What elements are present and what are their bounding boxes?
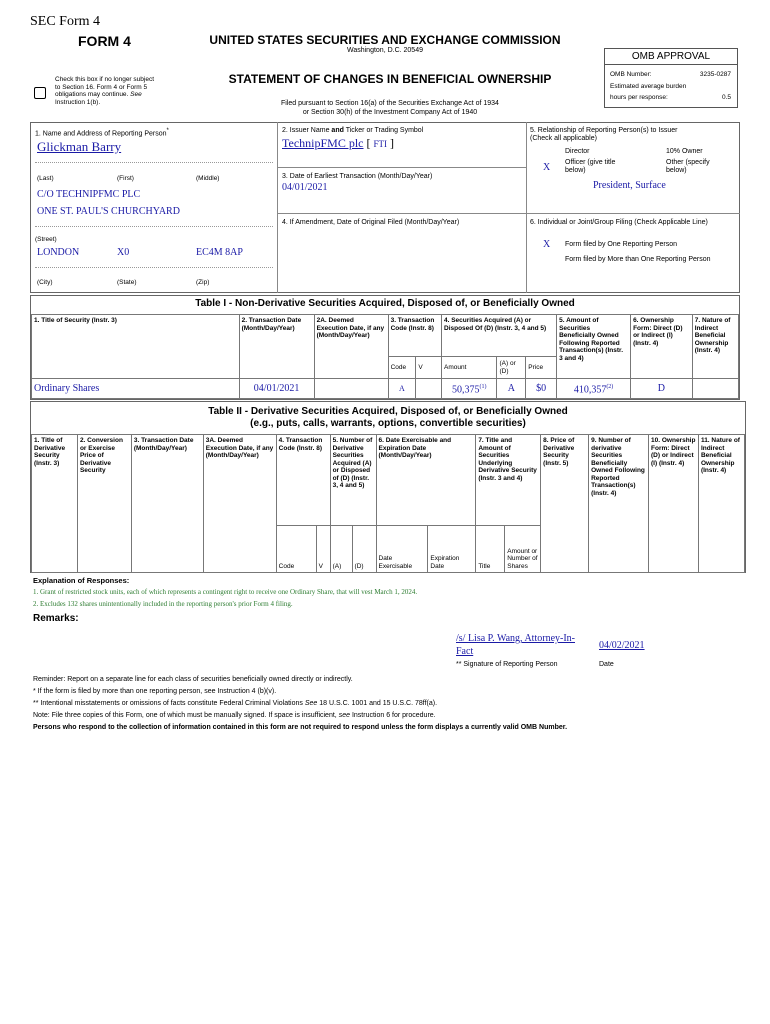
remarks-heading: Remarks: bbox=[33, 613, 79, 624]
table-2-title bbox=[30, 406, 746, 430]
t2-header-owned: 9. Number of derivative Securities Beneficially Owned Following Reported Transaction(s) (Instr. 4) bbox=[589, 435, 649, 573]
filed-pursuant bbox=[190, 99, 590, 117]
reporting-person-name[interactable]: Glickman Barry bbox=[37, 139, 122, 154]
signature-name-line1: /s/ Lisa P. Wang, Attorney-In- bbox=[456, 633, 575, 644]
omb-approval-box bbox=[604, 48, 738, 108]
note-misstatements-pre: ** Intentional misstatements or omissions of facts constitute Federal Criminal Violations bbox=[33, 700, 303, 707]
t1-row-v bbox=[416, 379, 442, 399]
earliest-transaction-date: 04/01/2021 bbox=[282, 182, 328, 193]
street-label: (Street) bbox=[35, 236, 57, 243]
t1-header-nature: 7. Nature of Indirect Beneficial Ownership (Instr. 4) bbox=[692, 315, 738, 379]
t1-sub-aord: (A) or (D) bbox=[497, 357, 526, 379]
one-person-option: Form filed by One Reporting Person bbox=[565, 241, 678, 248]
box1-asterisk: * bbox=[166, 128, 169, 134]
officer-check-mark: X bbox=[543, 162, 551, 173]
t2-header-price: 8. Price of Derivative Security (Instr. 5) bbox=[541, 435, 589, 573]
omb-number-value: 3235-0287 bbox=[699, 71, 731, 78]
commission-location: Washington, D.C. 20549 bbox=[346, 47, 423, 54]
address-line1: C/O TECHNIPFMC PLC bbox=[37, 189, 141, 200]
form-title: FORM 4 bbox=[78, 33, 131, 49]
city-value: LONDON bbox=[37, 247, 80, 258]
omb-burden-label-1: Estimated average burden bbox=[610, 83, 687, 90]
date-label: Date bbox=[599, 661, 614, 668]
bracket-close: ] bbox=[390, 136, 394, 150]
t2-header-form: 10. Ownership Form: Direct (D) or Indirect (I) (Instr. 4) bbox=[649, 435, 699, 573]
t2-sub-d: (D) bbox=[352, 526, 376, 573]
t1-header-code: 3. Transaction Code (Instr. 8) bbox=[388, 315, 441, 357]
box5-label-line2: (Check all applicable) bbox=[530, 135, 597, 142]
table-2-title-line1: Table II - Derivative Securities Acquired, Disposed of, or Beneficially Owned bbox=[208, 406, 568, 417]
t1-header-owned: 5. Amount of Securities Beneficially Owned Following Reported Transaction(s) (Instr. 3 and 4) bbox=[557, 315, 631, 379]
t2-sub-code: Code bbox=[276, 526, 316, 573]
first-label: (First) bbox=[117, 175, 134, 182]
checkbox-text-line1: Check this box if no longer subject bbox=[55, 76, 154, 83]
signature-label: ** Signature of Reporting Person bbox=[456, 661, 558, 668]
t2-header-conversion: 2. Conversion or Exercise Price of Derivative Security bbox=[77, 435, 131, 573]
t2-header-title: 1. Title of Derivative Security (Instr. 3) bbox=[32, 435, 78, 573]
statement-title: STATEMENT OF CHANGES IN BENEFICIAL OWNERSHIP bbox=[228, 72, 552, 86]
director-option: Director bbox=[565, 148, 590, 155]
city-label: (City) bbox=[37, 279, 53, 286]
box2-label-post: Ticker or Trading Symbol bbox=[345, 127, 424, 134]
signature-date: 04/02/2021 bbox=[599, 640, 645, 651]
state-value: X0 bbox=[117, 247, 130, 258]
table-row bbox=[32, 379, 739, 399]
note-copies-post: Instruction 6 for procedure. bbox=[351, 712, 436, 719]
box4-label: 4. If Amendment, Date of Original Filed (Month/Day/Year) bbox=[282, 219, 460, 226]
t2-sub-v: V bbox=[316, 526, 330, 573]
t2-sub-title: Title bbox=[476, 526, 505, 573]
t1-header-date: 2. Transaction Date (Month/Day/Year) bbox=[239, 315, 314, 379]
checkbox-text-line2: to Section 16. Form 4 or Form 5 bbox=[55, 83, 148, 91]
t2-header-code: 4. Transaction Code (Instr. 8) bbox=[276, 435, 330, 526]
issuer-name[interactable]: TechnipFMC plc bbox=[282, 136, 364, 150]
issuer-row bbox=[282, 136, 394, 151]
t2-header-number: 5. Number of Derivative Securities Acquired (A) or Disposed of (D) (Instr. 3, 4 and 5) bbox=[330, 435, 376, 526]
t1-sub-code: Code bbox=[388, 357, 416, 379]
filed-pursuant-line2: or Section 30(h) of the Investment Company Act of 1940 bbox=[302, 109, 478, 116]
note-misstatements bbox=[33, 698, 753, 710]
ten-pct-owner-option: 10% Owner bbox=[666, 148, 703, 155]
omb-number-label: OMB Number: bbox=[610, 71, 652, 78]
officer-title: President, Surface bbox=[593, 180, 666, 191]
t1-sub-amount: Amount bbox=[442, 357, 497, 379]
t2-header-deemed: 3A. Deemed Execution Date, if any (Month/Day/Year) bbox=[203, 435, 276, 573]
last-label: (Last) bbox=[37, 175, 54, 182]
t2-sub-a: (A) bbox=[330, 526, 352, 573]
t1-row-owned-footnote: (2) bbox=[606, 384, 614, 390]
t2-header-exercisable: 6. Date Exercisable and Expiration Date (Month/Day/Year) bbox=[376, 435, 476, 526]
notes-block bbox=[33, 674, 753, 734]
commission-name: UNITED STATES SECURITIES AND EXCHANGE COMMISSION bbox=[209, 33, 561, 47]
footnote-1: 1. Grant of restricted stock units, each of which represents a contingent right to receive one Ordinary Share, that will vest March 1, 2024. bbox=[33, 588, 418, 596]
zip-label: (Zip) bbox=[196, 279, 210, 286]
t2-sub-exercisable: Date Exercisable bbox=[376, 526, 428, 573]
note-copies-see: see bbox=[338, 712, 350, 719]
no-longer-subject-checkbox[interactable] bbox=[34, 87, 46, 99]
one-person-check-mark: X bbox=[543, 239, 551, 250]
checkbox-text-line3: obligations may continue. bbox=[55, 91, 129, 98]
note-multiple-persons: * If the form is filed by more than one reporting person, see Instruction 4 (b)(v). bbox=[33, 688, 277, 695]
t1-row-date: 04/01/2021 bbox=[239, 379, 314, 399]
t1-sub-price: Price bbox=[526, 357, 557, 379]
more-persons-option: Form filed by More than One Reporting Person bbox=[565, 256, 711, 263]
box6-label: 6. Individual or Joint/Group Filing (Check Applicable Line) bbox=[530, 219, 708, 226]
t1-row-form: D bbox=[631, 379, 693, 399]
t1-row-owned: 410,357 bbox=[573, 384, 607, 396]
t2-header-date: 3. Transaction Date (Month/Day/Year) bbox=[131, 435, 203, 573]
note-misstatements-post: 18 U.S.C. 1001 and 15 U.S.C. 78ff(a). bbox=[319, 700, 438, 707]
box2-label-and: and bbox=[331, 127, 344, 134]
state-label: (State) bbox=[117, 279, 137, 286]
t1-row-nature bbox=[692, 379, 738, 399]
ticker-symbol: FTI bbox=[373, 139, 387, 149]
t1-row-price: $0 bbox=[526, 379, 557, 399]
t2-header-underlying: 7. Title and Amount of Securities Underlying Derivative Security (Instr. 3 and 4) bbox=[476, 435, 541, 526]
box5-label bbox=[530, 127, 677, 143]
footnote-2: 2. Excludes 132 shares unintentionally included in the reporting person's prior Form 4 filing. bbox=[33, 600, 293, 608]
t1-row-amount-cell bbox=[442, 379, 497, 399]
omb-burden-label-2: hours per response: bbox=[610, 94, 668, 101]
box1-label-text: 1. Name and Address of Reporting Person bbox=[35, 130, 167, 138]
t1-header-title: 1. Title of Security (Instr. 3) bbox=[32, 315, 240, 379]
t1-header-deemed: 2A. Deemed Execution Date, if any (Month/Day/Year) bbox=[314, 315, 388, 379]
t1-sub-v: V bbox=[416, 357, 442, 379]
officer-option: Officer (give title below) bbox=[565, 159, 616, 174]
t1-header-form: 6. Ownership Form: Direct (D) or Indirect (I) (Instr. 4) bbox=[631, 315, 693, 379]
note-copies bbox=[33, 710, 753, 722]
box2-label bbox=[282, 127, 423, 134]
zip-value: EC4M 8AP bbox=[196, 247, 243, 258]
t1-row-deemed bbox=[314, 379, 388, 399]
t1-header-acquired: 4. Securities Acquired (A) or Disposed Of (D) (Instr. 3, 4 and 5) bbox=[442, 315, 557, 357]
t2-sub-expiration: Expiration Date bbox=[428, 526, 476, 573]
table-1 bbox=[31, 314, 739, 399]
note-copies-pre: Note: File three copies of this Form, one of which must be manually signed. If space is insufficient, bbox=[33, 712, 337, 719]
table-2 bbox=[31, 434, 745, 573]
explanation-heading: Explanation of Responses: bbox=[33, 576, 130, 585]
t2-header-nature: 11. Nature of Indirect Beneficial Ownership (Instr. 4) bbox=[698, 435, 744, 573]
note-omb-notice: Persons who respond to the collection of information contained in this form are not required to respond unless the form displays a currently valid OMB Number. bbox=[33, 724, 568, 731]
middle-label: (Middle) bbox=[196, 175, 220, 182]
table-2-title-line2: (e.g., puts, calls, warrants, options, convertible securities) bbox=[250, 418, 526, 429]
page-label: SEC Form 4 bbox=[30, 14, 101, 29]
t2-sub-amount: Amount or Number of Shares bbox=[505, 526, 541, 573]
filed-pursuant-line1: Filed pursuant to Section 16(a) of the Securities Exchange Act of 1934 bbox=[281, 100, 499, 107]
checkbox-text-see: See bbox=[130, 91, 142, 98]
box1-label bbox=[35, 128, 169, 138]
note-reminder: Reminder: Report on a separate line for each class of securities beneficially owned directly or indirectly. bbox=[33, 676, 353, 683]
checkbox-instructions bbox=[55, 76, 185, 106]
signature-name[interactable] bbox=[456, 632, 596, 658]
t1-row-amount: 50,375 bbox=[451, 384, 480, 396]
omb-title: OMB APPROVAL bbox=[605, 49, 737, 65]
t1-row-title: Ordinary Shares bbox=[32, 379, 240, 399]
t1-row-aord: A bbox=[497, 379, 526, 399]
checkbox-text-line4: Instruction 1(b). bbox=[55, 98, 101, 106]
address-line2: ONE ST. PAUL'S CHURCHYARD bbox=[37, 206, 180, 217]
other-option: Other (specify below) bbox=[666, 159, 710, 174]
t1-row-code: A bbox=[388, 379, 416, 399]
omb-burden-value: 0.5 bbox=[721, 94, 731, 101]
note-misstatements-see: See bbox=[304, 700, 318, 707]
table-1-title: Table I - Non-Derivative Securities Acquired, Disposed of, or Beneficially Owned bbox=[195, 298, 575, 309]
t1-row-owned-cell bbox=[557, 379, 631, 399]
signature-name-line2: Fact bbox=[456, 646, 474, 657]
box5-label-line1: 5. Relationship of Reporting Person(s) to Issuer bbox=[530, 127, 678, 134]
bracket-open: [ bbox=[366, 136, 371, 150]
t1-row-amount-footnote: (1) bbox=[479, 384, 487, 390]
box3-label: 3. Date of Earliest Transaction (Month/Day/Year) bbox=[282, 173, 433, 180]
box2-label-pre: 2. Issuer Name bbox=[282, 127, 330, 134]
